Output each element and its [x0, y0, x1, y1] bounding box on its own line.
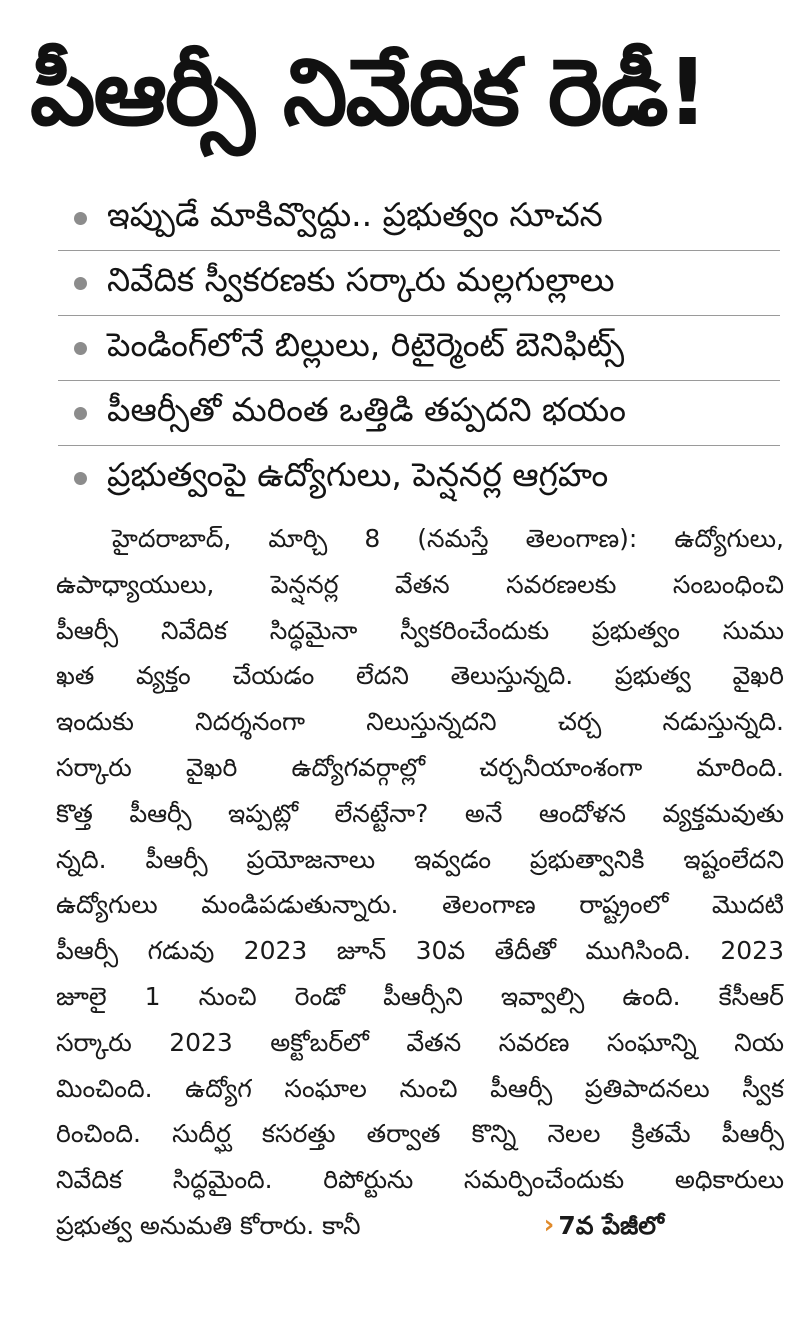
article-line: నివేదిక సిద్ధమైంది. రిపోర్టును సమర్పించేందుకు అధికారులు	[56, 1165, 784, 1195]
article-line: కొత్త పీఆర్సీ ఇప్పట్లో లేనట్టేనా? అనే ఆందోళన వ్యక్తమవుతు	[56, 798, 784, 828]
bullet-text: నివేదిక స్వీకరణకు సర్కారు మల్లగుల్లాలు	[107, 259, 615, 299]
bullet-dot-icon	[74, 277, 87, 290]
bullet-item	[58, 316, 780, 381]
article-line: ప్రభుత్వ అనుమతి కోరారు. కానీ	[56, 1210, 361, 1240]
article-body	[56, 516, 784, 1249]
article-line: ఖత వ్యక్తం చేయడం లేదని తెలుస్తున్నది. ప్రభుత్వ వైఖరి	[56, 661, 784, 691]
bullet-list	[58, 186, 780, 510]
bullet-text: ప్రభుత్వంపై ఉద్యోగులు, పెన్షనర్ల ఆగ్రహం	[107, 454, 609, 494]
bullet-dot-icon	[74, 407, 87, 420]
article-line: ఇందుకు నిదర్శనంగా నిలుస్తున్నదని చర్చ నడుస్తున్నది.	[56, 707, 784, 737]
bullet-dot-icon	[74, 212, 87, 225]
bullet-text: పెండింగ్‌లోనే బిల్లులు, రిటైర్మెంట్ బెనిఫిట్స్	[107, 324, 625, 364]
bullet-item	[58, 251, 780, 316]
bullet-item	[58, 186, 780, 251]
article-line: జూలై 1 నుంచి రెండో పీఆర్సీని ఇవ్వాల్సి ఉంది. కేసీఆర్	[56, 981, 784, 1011]
article-last-line	[56, 1203, 784, 1249]
bullet-item	[58, 446, 780, 510]
bullet-item	[58, 381, 780, 446]
chevron-right-icon: ›	[543, 1209, 555, 1240]
continued-label: 7వ పేజీలో	[558, 1210, 664, 1240]
bullet-text: పీఆర్సీతో మరింత ఒత్తిడి తప్పదని భయం	[107, 389, 626, 429]
article-line: రించింది. సుదీర్ఘ కసరత్తు తర్వాత కొన్ని నెలల క్రితమే పీఆర్సీ	[56, 1119, 784, 1149]
headline: పీఆర్సీ నివేదిక రెడీ!	[30, 39, 707, 146]
article-line: హైదరాబాద్, మార్చి 8 (నమస్తే తెలంగాణ): ఉద్యోగులు,	[112, 524, 784, 553]
article-line: సర్కారు 2023 అక్టోబర్‌లో వేతన సవరణ సంఘాన్ని నియ	[56, 1027, 784, 1057]
bullet-dot-icon	[74, 472, 87, 485]
article-line: ఉపాధ్యాయులు, పెన్షనర్ల వేతన సవరణలకు సంబంధించి	[56, 569, 784, 599]
bullet-dot-icon	[74, 342, 87, 355]
article-line: ఉద్యోగులు మండిపడుతున్నారు. తెలంగాణ రాష్ట్రంలో మొదటి	[56, 890, 784, 920]
article-line: పీఆర్సీ నివేదిక సిద్ధమైనా స్వీకరించేందుకు ప్రభుత్వం సుము	[56, 615, 784, 645]
article-line: సర్కారు వైఖరి ఉద్యోగవర్గాల్లో చర్చనీయాంశంగా మారింది.	[56, 752, 784, 782]
bullet-text: ఇప్పుడే మాకివ్వొద్దు.. ప్రభుత్వం సూచన	[107, 194, 603, 234]
article-line: మించింది. ఉద్యోగ సంఘాల నుంచి పీఆర్సీ ప్రతిపాదనలు స్వీక	[56, 1073, 784, 1103]
article-line: న్నది. పీఆర్సీ ప్రయోజనాలు ఇవ్వడం ప్రభుత్వానికి ఇష్టంలేదని	[56, 844, 784, 874]
article-line: పీఆర్సీ గడువు 2023 జూన్ 30వ తేదీతో ముగిసింది. 2023	[56, 936, 784, 966]
continued-link[interactable]	[544, 1203, 664, 1249]
